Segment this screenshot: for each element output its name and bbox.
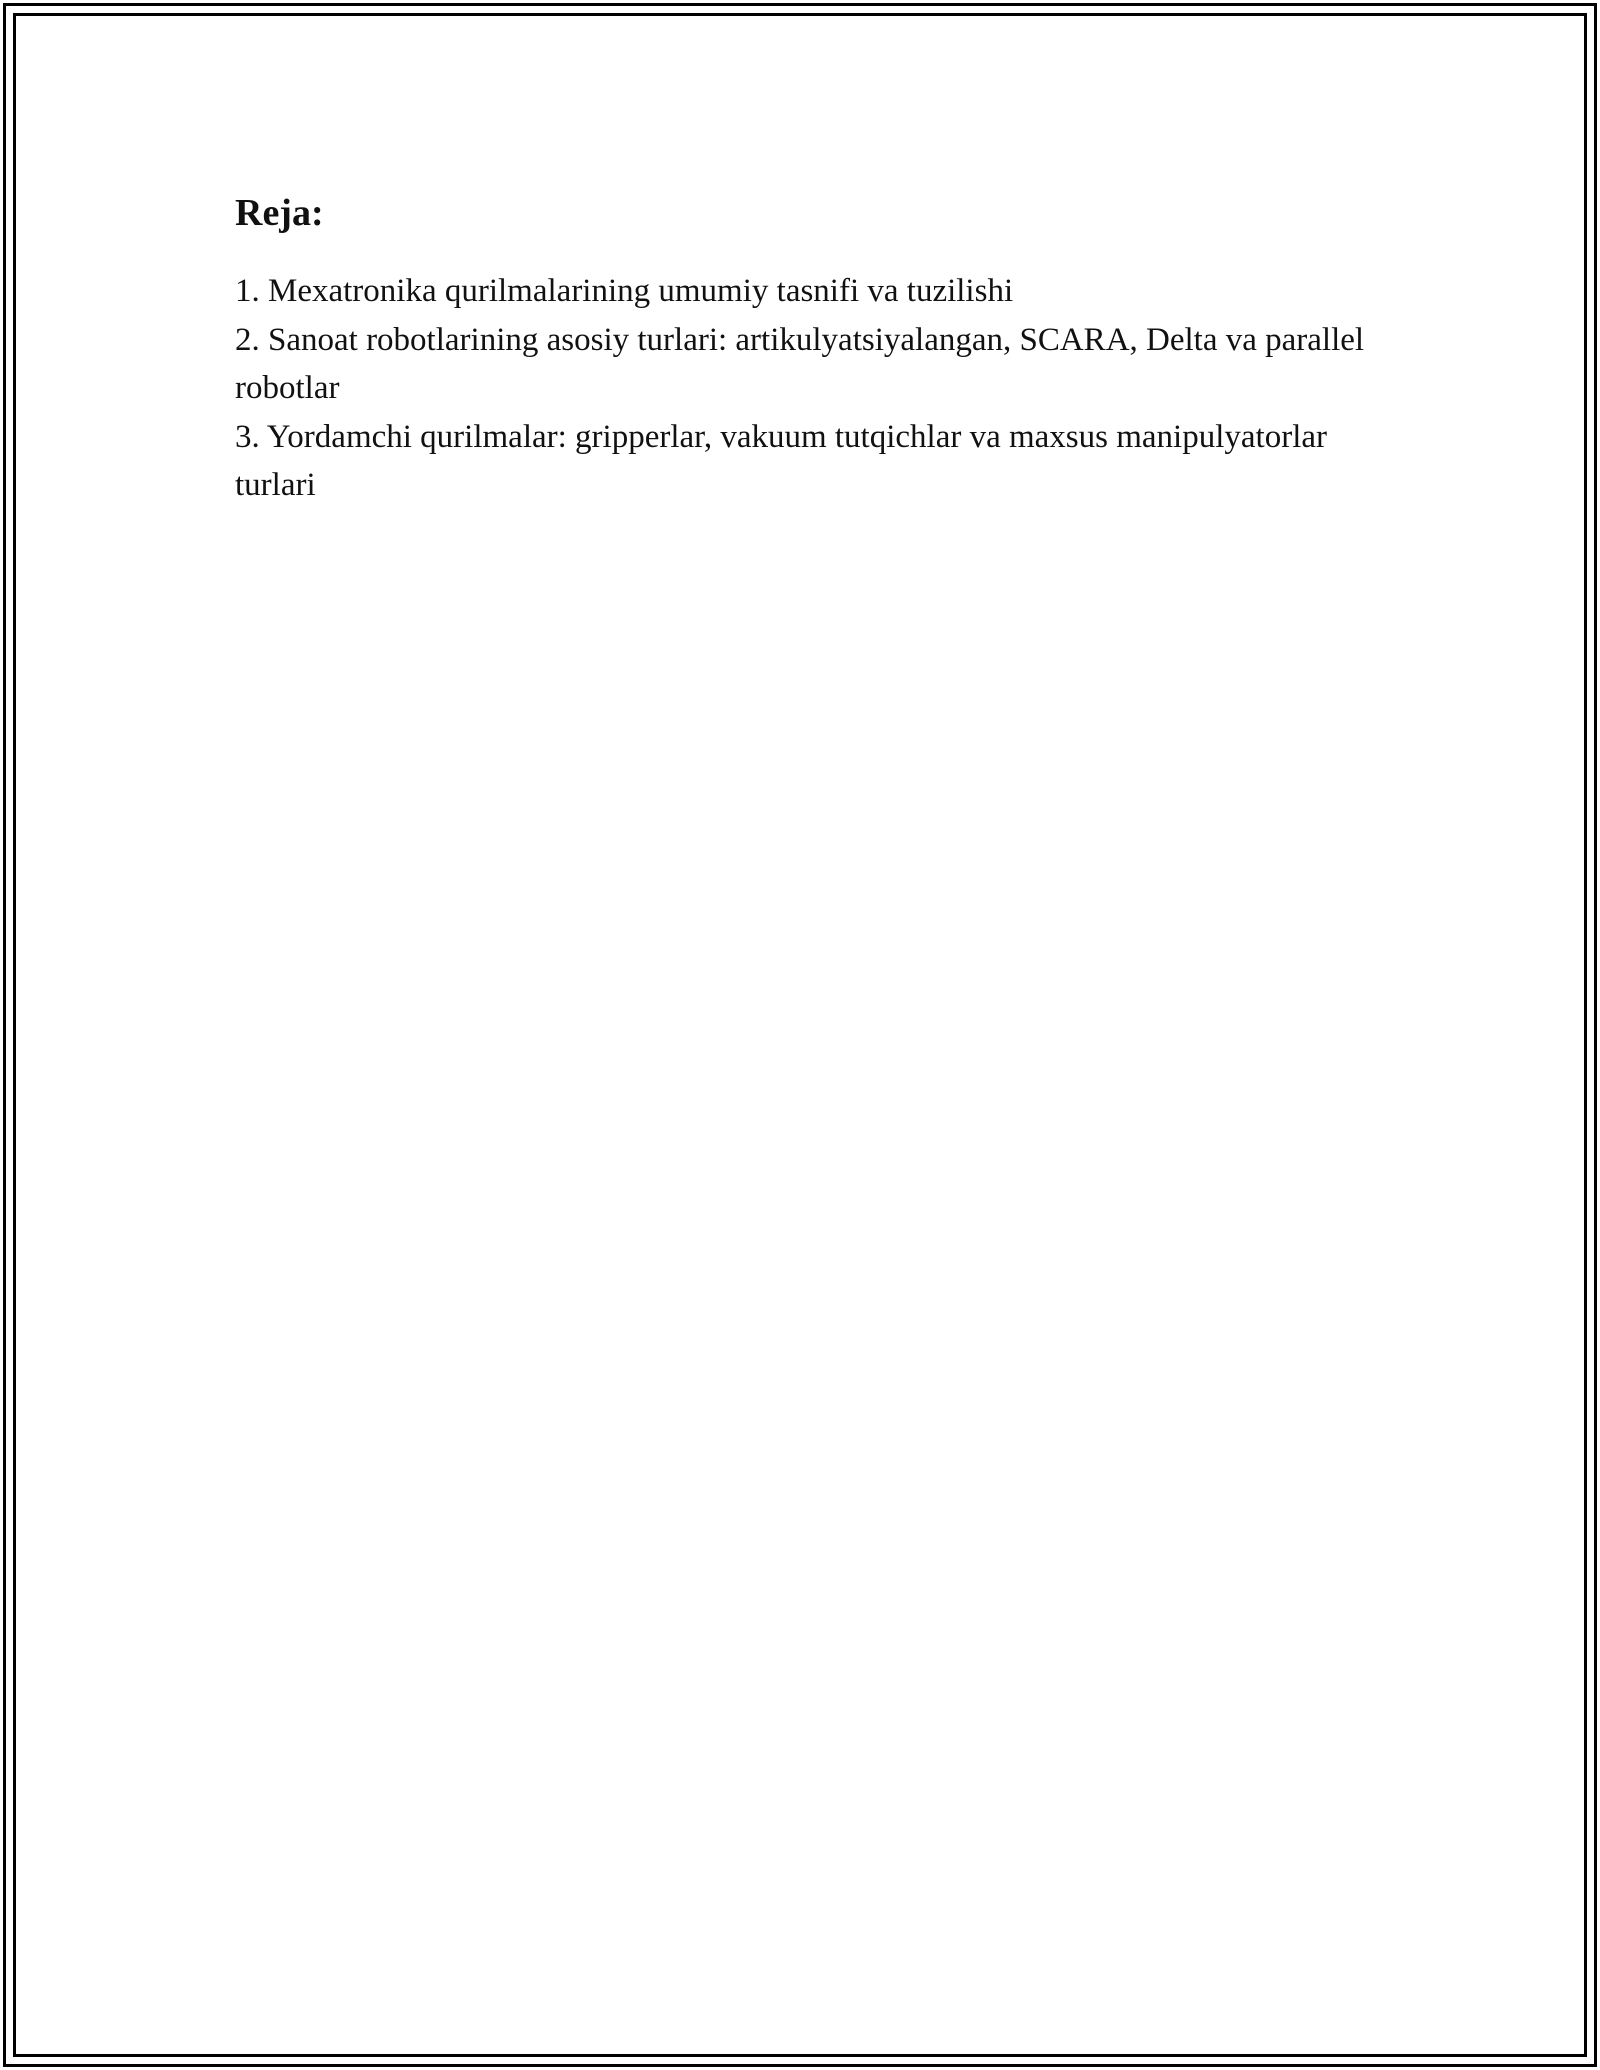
plan-list <box>235 267 1365 510</box>
plan-item-1: 1. Mexatronika qurilmalarining umumiy tasnifi va tuzilishi <box>235 273 1014 309</box>
plan-item-2: 2. Sanoat robotlarining asosiy turlari: artikulyatsiyalangan, SCARA, Delta va parallel robotlar <box>235 321 1365 406</box>
plan-heading: Reja: <box>235 192 324 234</box>
page-content <box>235 185 1365 510</box>
plan-item-3: 3. Yordamchi qurilmalar: gripperlar, vakuum tutqichlar va maxsus manipulyatorlar turlari <box>235 418 1327 503</box>
